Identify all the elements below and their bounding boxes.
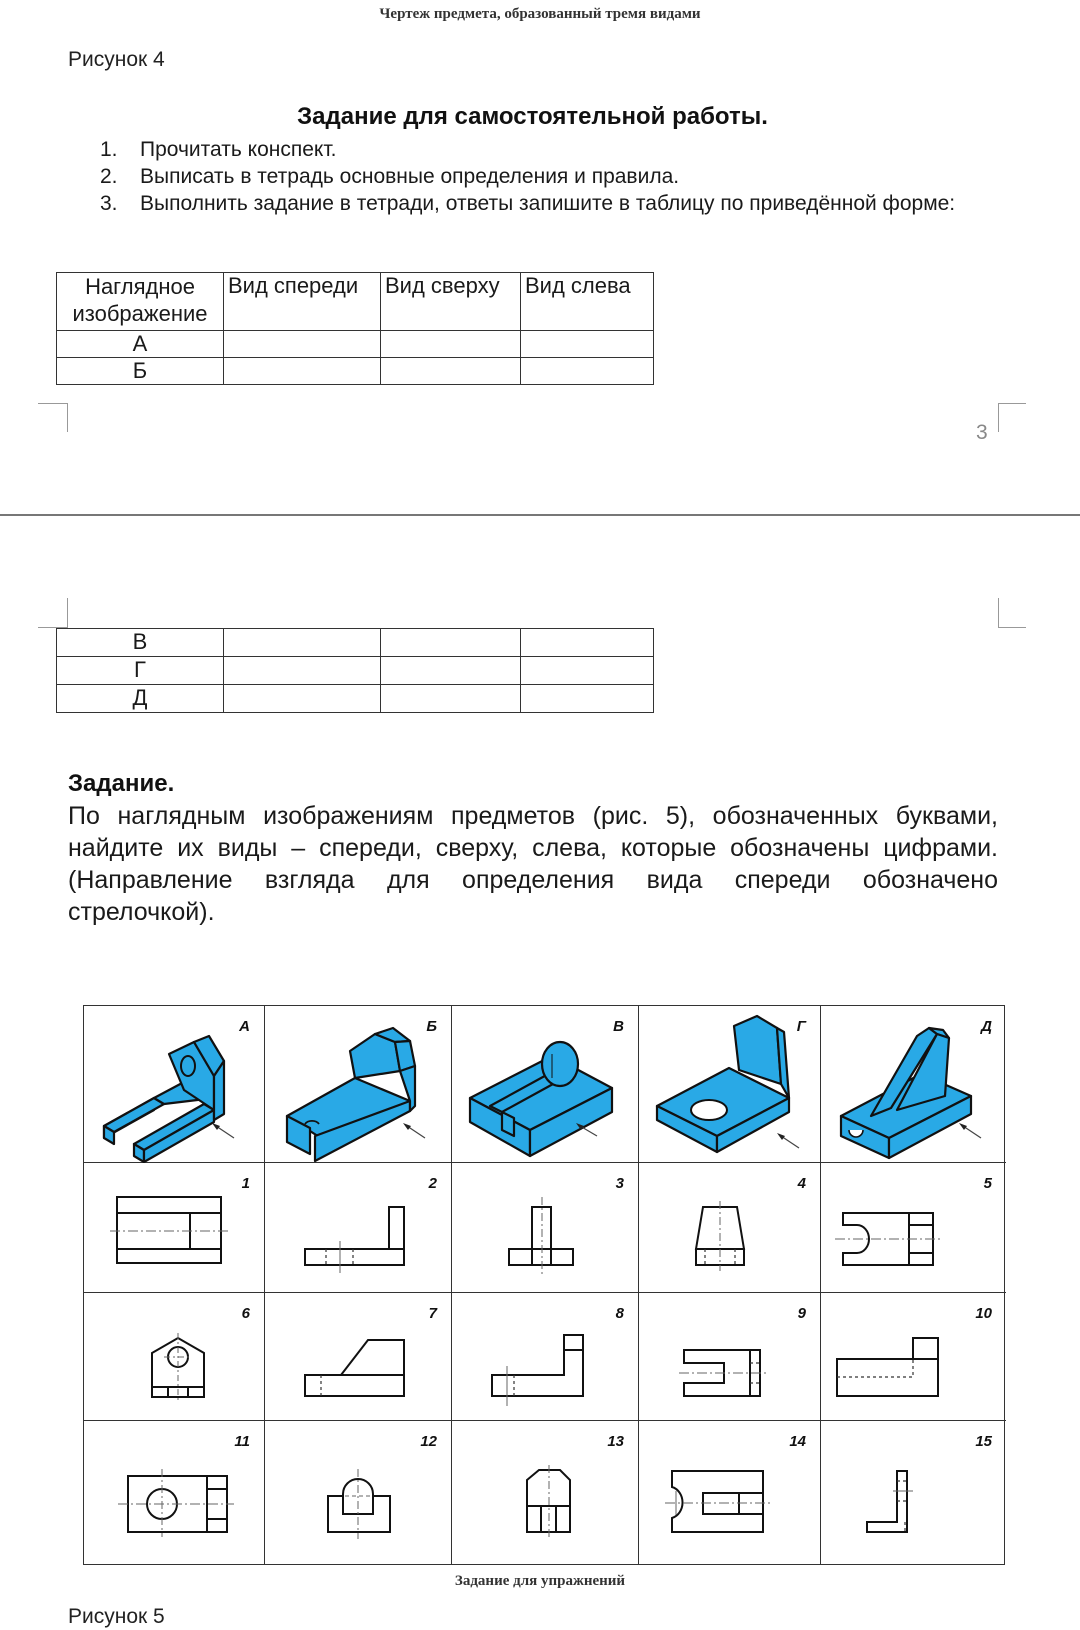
view-cell-12 bbox=[265, 1421, 452, 1564]
table-row bbox=[57, 657, 654, 685]
object-cell-g bbox=[639, 1006, 821, 1163]
view-cell-14 bbox=[639, 1421, 821, 1564]
header-cell: Вид сверху bbox=[381, 273, 521, 331]
task-title: Задание. bbox=[68, 770, 175, 797]
answer-table-page1 bbox=[56, 272, 654, 385]
view-9-drawing bbox=[639, 1293, 821, 1421]
section-heading: Задание для самостоятельной работы. bbox=[297, 103, 768, 130]
view-4-drawing bbox=[639, 1163, 821, 1293]
crop-mark bbox=[38, 403, 68, 404]
view-cell-7 bbox=[265, 1293, 452, 1421]
view-label: 2 bbox=[428, 1175, 437, 1192]
header-cell: Вид слева bbox=[521, 273, 654, 331]
answer-cell[interactable] bbox=[521, 657, 654, 685]
figure-caption-bottom: Задание для упражнений bbox=[454, 1573, 626, 1589]
view-cell-10 bbox=[821, 1293, 1006, 1421]
object-cell-d bbox=[821, 1006, 1006, 1163]
crop-mark bbox=[67, 403, 68, 432]
view-cell-2 bbox=[265, 1163, 452, 1293]
table-row bbox=[57, 331, 654, 358]
figure-5-label: Рисунок 5 bbox=[68, 1605, 165, 1628]
view-cell-3 bbox=[452, 1163, 639, 1293]
step-item: 2. Выписать в тетрадь основные определения и правила. bbox=[100, 165, 680, 188]
row-label: В bbox=[57, 629, 224, 657]
answer-cell[interactable] bbox=[521, 358, 654, 385]
view-label: 4 bbox=[797, 1175, 806, 1192]
view-8-drawing bbox=[452, 1293, 639, 1421]
steps-list bbox=[100, 136, 1000, 217]
row-label: Г bbox=[57, 657, 224, 685]
row-label: Д bbox=[57, 685, 224, 713]
answer-cell[interactable] bbox=[521, 685, 654, 713]
view-label: 14 bbox=[789, 1433, 806, 1450]
answer-cell[interactable] bbox=[381, 685, 521, 713]
answer-cell[interactable] bbox=[521, 331, 654, 358]
object-label: Д bbox=[981, 1018, 992, 1035]
view-cell-15 bbox=[821, 1421, 1006, 1564]
table-header-row bbox=[57, 273, 654, 331]
table-row bbox=[57, 629, 654, 657]
step-item: 1. Прочитать конспект. bbox=[100, 138, 337, 161]
header-cell: Вид спереди bbox=[224, 273, 381, 331]
answer-cell[interactable] bbox=[381, 629, 521, 657]
answer-cell[interactable] bbox=[521, 629, 654, 657]
view-cell-1 bbox=[84, 1163, 265, 1293]
object-label: Г bbox=[796, 1018, 806, 1035]
view-label: 9 bbox=[797, 1305, 806, 1322]
view-label: 6 bbox=[241, 1305, 250, 1322]
answer-cell[interactable] bbox=[224, 685, 381, 713]
step-item: 3. Выполнить задание в тетради, ответы запишите в таблицу по приведённой форме: bbox=[100, 192, 956, 215]
crop-mark bbox=[67, 598, 68, 628]
crop-mark bbox=[998, 403, 999, 432]
view-label: 7 bbox=[428, 1305, 437, 1322]
exercise-grid bbox=[83, 1005, 1005, 1565]
view-label: 12 bbox=[420, 1433, 437, 1450]
view-cell-5 bbox=[821, 1163, 1006, 1293]
page-number: 3 bbox=[976, 421, 988, 444]
object-cell-v bbox=[452, 1006, 639, 1163]
object-a-drawing bbox=[84, 1006, 265, 1163]
view-label: 5 bbox=[983, 1175, 992, 1192]
figure-4-label: Рисунок 4 bbox=[68, 48, 165, 71]
answer-cell[interactable] bbox=[224, 657, 381, 685]
answer-cell[interactable] bbox=[381, 331, 521, 358]
view-cell-6 bbox=[84, 1293, 265, 1421]
view-label: 10 bbox=[975, 1305, 992, 1322]
answer-cell[interactable] bbox=[381, 358, 521, 385]
view-cell-8 bbox=[452, 1293, 639, 1421]
view-5-drawing bbox=[821, 1163, 1006, 1293]
view-label: 11 bbox=[234, 1433, 250, 1450]
header-cell: Наглядное изображение bbox=[57, 273, 224, 331]
view-2-drawing bbox=[265, 1163, 452, 1293]
task-body: По наглядным изображениям предметов (рис. 5), обозначенных буквами, найдите их виды – спереди, сверху, слева, которые обозначены цифрами. (Направление взгляда для определения вида спереди обозначено стрелочкой). bbox=[68, 802, 998, 926]
view-cell-9 bbox=[639, 1293, 821, 1421]
view-cell-13 bbox=[452, 1421, 639, 1564]
crop-mark bbox=[998, 627, 1026, 628]
object-label: В bbox=[613, 1018, 624, 1035]
page-separator bbox=[0, 514, 1080, 516]
view-6-drawing bbox=[84, 1293, 265, 1421]
view-3-drawing bbox=[452, 1163, 639, 1293]
object-b-drawing bbox=[265, 1006, 452, 1163]
answer-cell[interactable] bbox=[224, 331, 381, 358]
view-label: 15 bbox=[975, 1433, 992, 1450]
answer-cell[interactable] bbox=[224, 358, 381, 385]
answer-table-page2 bbox=[56, 628, 654, 713]
crop-mark bbox=[998, 598, 999, 628]
object-cell-a bbox=[84, 1006, 265, 1163]
view-1-drawing bbox=[84, 1163, 265, 1293]
row-label: Б bbox=[57, 358, 224, 385]
row-label: А bbox=[57, 331, 224, 358]
view-label: 3 bbox=[615, 1175, 624, 1192]
table-row bbox=[57, 358, 654, 385]
object-cell-b bbox=[265, 1006, 452, 1163]
object-g-drawing bbox=[639, 1006, 821, 1163]
object-v-drawing bbox=[452, 1006, 639, 1163]
object-label: А bbox=[239, 1018, 250, 1035]
crop-mark bbox=[998, 403, 1026, 404]
answer-cell[interactable] bbox=[224, 629, 381, 657]
view-label: 13 bbox=[607, 1433, 624, 1450]
view-label: 1 bbox=[241, 1175, 250, 1192]
object-d-drawing bbox=[821, 1006, 1006, 1163]
answer-cell[interactable] bbox=[381, 657, 521, 685]
object-label: Б bbox=[426, 1018, 437, 1035]
view-cell-11 bbox=[84, 1421, 265, 1564]
table-row bbox=[57, 685, 654, 713]
view-cell-4 bbox=[639, 1163, 821, 1293]
view-label: 8 bbox=[615, 1305, 624, 1322]
view-7-drawing bbox=[265, 1293, 452, 1421]
figure-caption-top: Чертеж предмета, образованный тремя видами bbox=[379, 6, 701, 22]
